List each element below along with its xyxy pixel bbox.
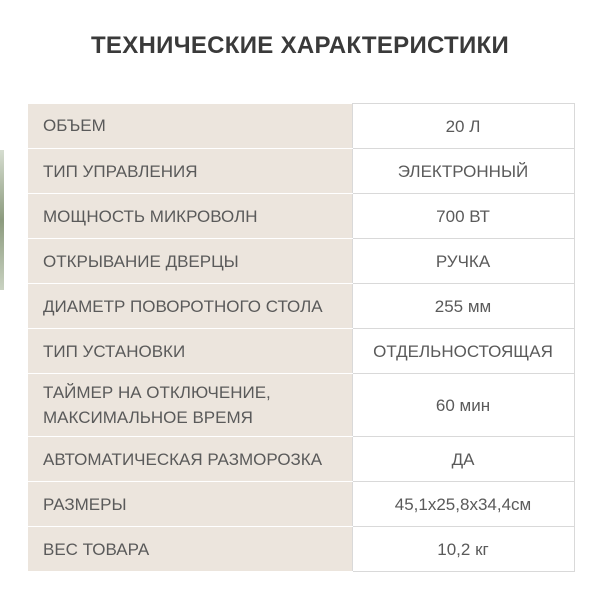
spec-label: ВЕС ТОВАРА [28,527,352,572]
spec-value: 60 мин [352,374,574,437]
spec-value: ДА [352,437,574,482]
spec-row-control-type [28,149,574,194]
spec-label: ТАЙМЕР НА ОТКЛЮЧЕНИЕ, МАКСИМАЛЬНОЕ ВРЕМЯ [28,374,352,437]
spec-row-auto-defrost [28,437,574,482]
spec-value: ЭЛЕКТРОННЫЙ [352,149,574,194]
spec-label: РАЗМЕРЫ [28,482,352,527]
spec-label: МОЩНОСТЬ МИКРОВОЛН [28,194,352,239]
spec-value: 255 мм [352,284,574,329]
spec-value: РУЧКА [352,239,574,284]
spec-value: 10,2 кг [352,527,574,572]
spec-value: 20 Л [352,104,574,149]
specs-table [28,103,575,572]
spec-row-turntable-diameter [28,284,574,329]
spec-label: АВТОМАТИЧЕСКАЯ РАЗМОРОЗКА [28,437,352,482]
spec-label: ОТКРЫВАНИЕ ДВЕРЦЫ [28,239,352,284]
spec-label: ТИП УСТАНОВКИ [28,329,352,374]
spec-row-dimensions [28,482,574,527]
spec-value: ОТДЕЛЬНОСТОЯЩАЯ [352,329,574,374]
spec-row-installation-type [28,329,574,374]
spec-label: ТИП УПРАВЛЕНИЯ [28,149,352,194]
spec-row-volume [28,104,574,149]
spec-row-door-opening [28,239,574,284]
page-title: ТЕХНИЧЕСКИЕ ХАРАКТЕРИСТИКИ [90,32,510,59]
spec-value: 700 ВТ [352,194,574,239]
spec-value: 45,1x25,8x34,4см [352,482,574,527]
spec-label: ДИАМЕТР ПОВОРОТНОГО СТОЛА [28,284,352,329]
spec-row-weight [28,527,574,572]
spec-row-timer [28,374,574,437]
spec-label: ОБЪЕМ [28,104,352,149]
spec-row-microwave-power [28,194,574,239]
left-edge-decoration [0,150,4,290]
